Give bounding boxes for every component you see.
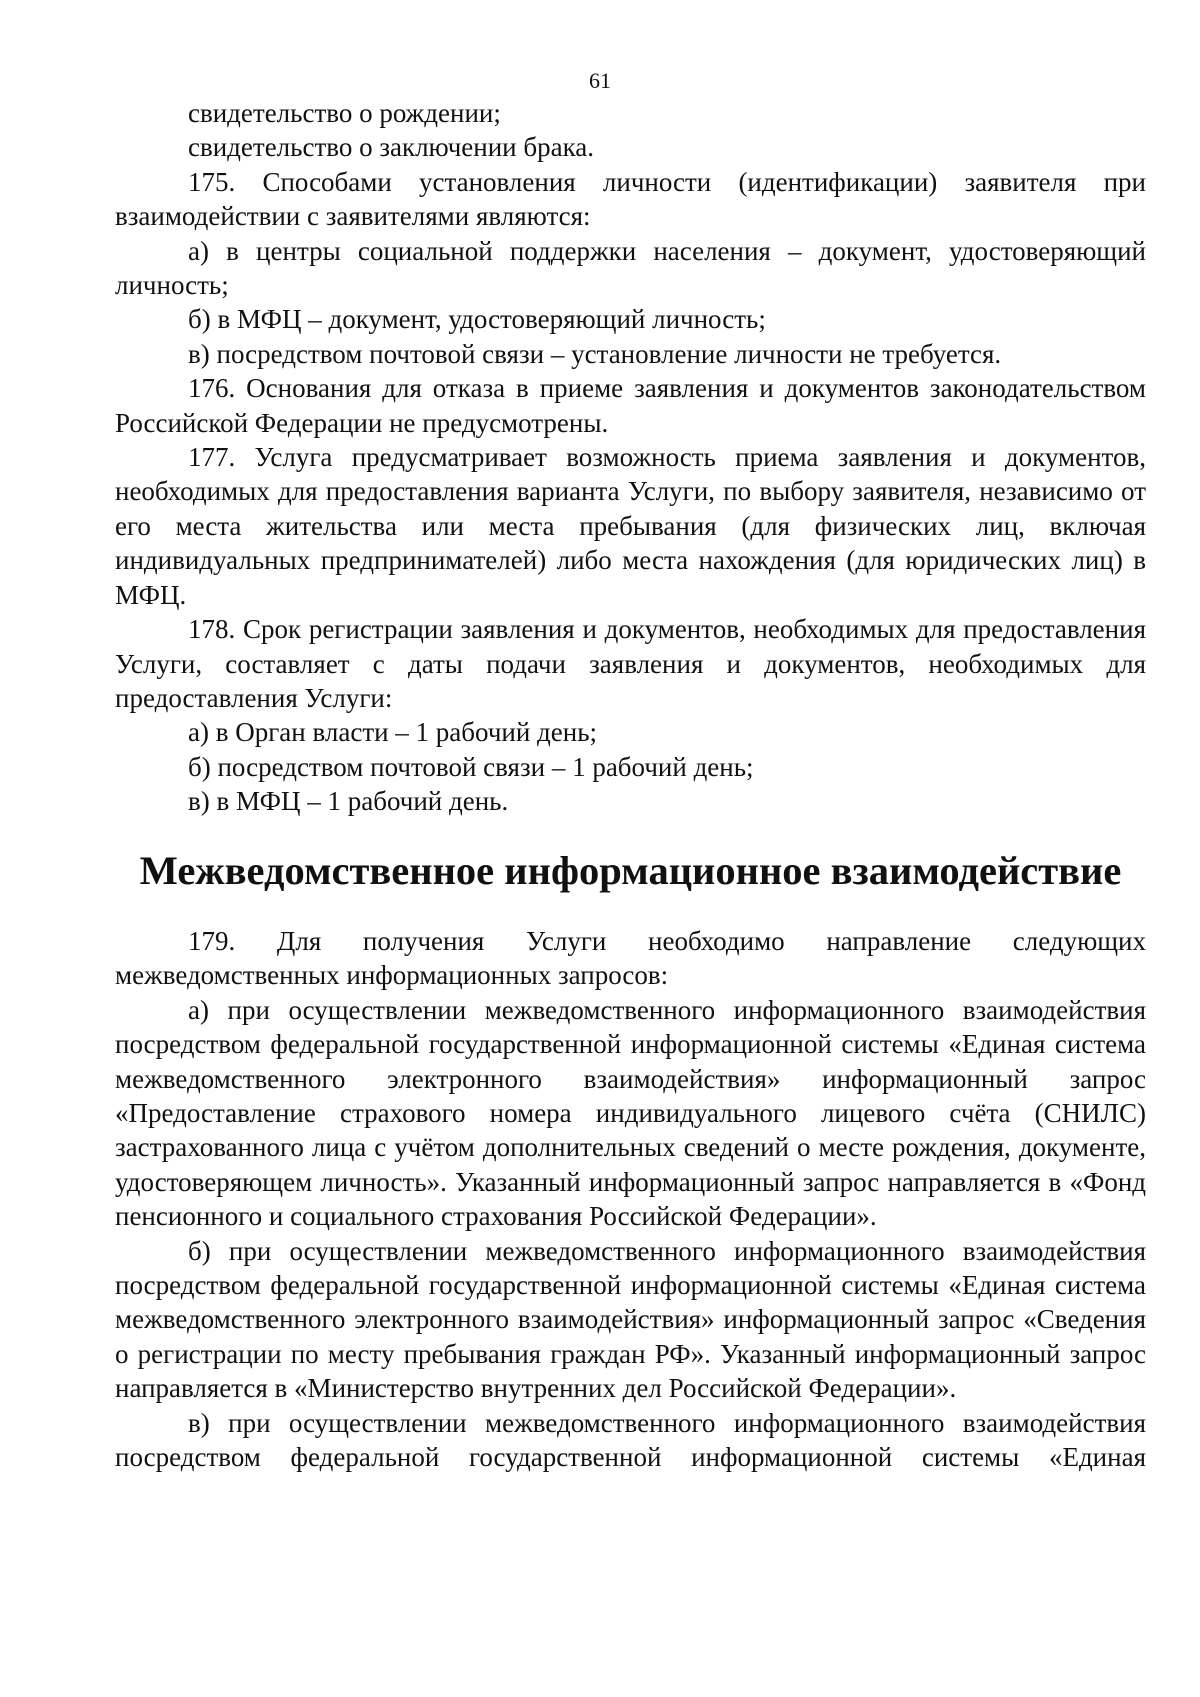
paragraph: свидетельство о рождении; bbox=[188, 98, 501, 128]
paragraph-175: 175. Способами установления личности (идентификации) заявителя при взаимодействии с заявителями являются: bbox=[115, 166, 1146, 232]
list-item-v: в) посредством почтовой связи – установление личности не требуется. bbox=[188, 338, 1002, 369]
list-item-b: б) при осуществлении межведомственного информационного взаимодействия посредством федеральной государственной информационной системы «Единая система межведомственного электронного взаимодействия» информационный запрос «Сведения о регистрации по месту пребывания граждан РФ». Указанный информационный запрос направляется в «Министерство внутренних дел Российской Федерации». bbox=[115, 1235, 1146, 1404]
list-item-a: а) при осуществлении межведомственного информационного взаимодействия посредством федеральной государственной информационной системы «Единая система межведомственного электронного взаимодействия» информационный запрос «Предоставление страхового номера индивидуального лицевого счёта (СНИЛС) застрахованного лица с учётом дополнительных сведений о месте рождения, документе, удостоверяющем личность». Указанный информационный запрос направляется в «Фонд пенсионного и социального страхования Российской Федерации». bbox=[115, 994, 1146, 1232]
list-item-a: а) в Орган власти – 1 рабочий день; bbox=[188, 717, 598, 748]
page-number: 61 bbox=[589, 68, 611, 93]
list-item-v: в) в МФЦ – 1 рабочий день. bbox=[188, 786, 509, 817]
list-item-v: в) при осуществлении межведомственного информационного взаимодействия посредством федеральной государственной информационной системы «Единая bbox=[115, 1407, 1146, 1473]
paragraph-179: 179. Для получения Услуги необходимо направление следующих межведомственных информационных запросов: bbox=[115, 925, 1146, 991]
paragraph-176: 176. Основания для отказа в приеме заявления и документов законодательством Российской Федерации не предусмотрены. bbox=[115, 373, 1146, 438]
document-body bbox=[115, 96, 1146, 1474]
paragraph-178: 178. Срок регистрации заявления и документов, необходимых для предоставления Услуги, составляет с даты подачи заявления и документов, необходимых для предоставления Услуги: bbox=[115, 614, 1146, 713]
list-item-a: а) в центры социальной поддержки населения – документ, удостоверяющий личность; bbox=[115, 235, 1146, 301]
list-item-b: б) посредством почтовой связи – 1 рабочий день; bbox=[188, 751, 754, 782]
list-item-b: б) в МФЦ – документ, удостоверяющий личность; bbox=[188, 304, 766, 335]
paragraph: свидетельство о заключении брака. bbox=[188, 132, 595, 163]
paragraph-177: 177. Услуга предусматривает возможность приема заявления и документов, необходимых для предоставления варианта Услуги, по выбору заявителя, независимо от его места жительства или места пребывания (для физических лиц, включая индивидуальных предпринимателей) либо места нахождения (для юридических лиц) в МФЦ. bbox=[115, 442, 1146, 610]
section-heading: Межведомственное информационное взаимодействие bbox=[139, 847, 1122, 893]
